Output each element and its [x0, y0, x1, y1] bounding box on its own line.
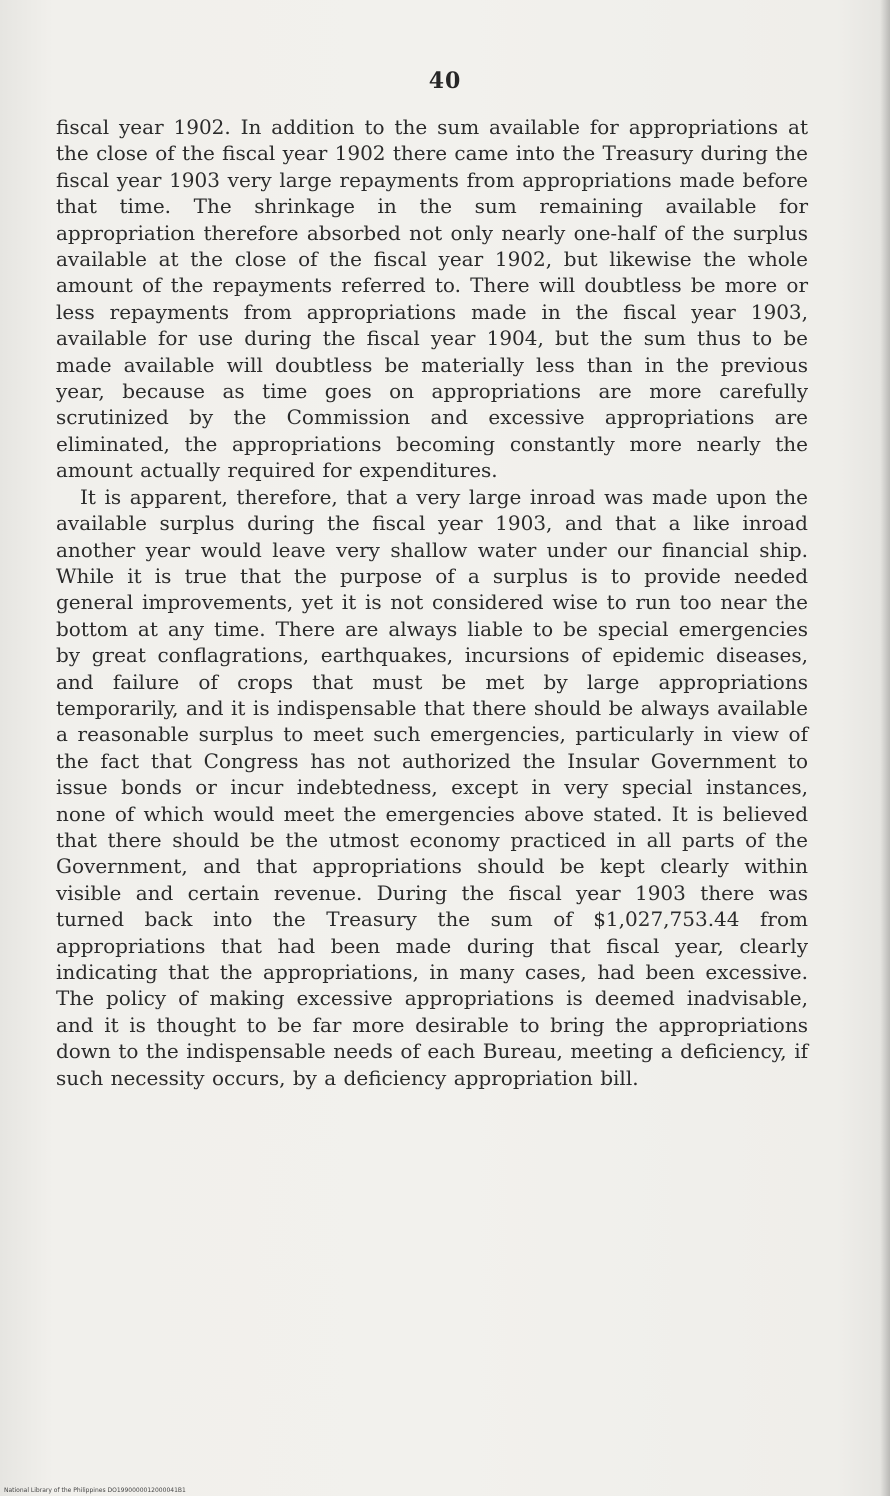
scan-footer-label: National Library of the Philippines DO1990000012000041B1 [4, 1487, 186, 1494]
paragraph-1: fiscal year 1902. In addition to the sum available for appropriations at the close of the fiscal year 1902 there came into the Treasury during the fiscal year 1903 very large repayments from appropriations made before that time. The shrinkage in the sum remaining available for appropriation therefore absorbed not only nearly one-half of the surplus available at the close of the fiscal year 1902, but likewise the whole amount of the repayments referred to. There will doubtless be more or less repayments from appropriations made in the fiscal year 1903, available for use during the fiscal year 1904, but the sum thus to be made available will doubtless be materially less than in the previous year, because as time goes on appropriations are more carefully scrutinized by the Commission and excessive appropriations are eliminated, the appropriations becoming constantly more nearly the amount actually required for expenditures. [56, 115, 808, 483]
page-edge-shadow [880, 0, 890, 1496]
paragraph-2: It is apparent, therefore, that a very large inroad was made upon the available surplus during the fiscal year 1903, and that a like inroad another year would leave very shallow water under our financial ship. While it is true that the purpose of a surplus is to provide needed general improvements, yet it is not considered wise to run too near the bottom at any time. There are always liable to be special emergencies by great conflagrations, earthquakes, incursions of epidemic diseases, and failure of crops that must be met by large appropriations temporarily, and it is indispensable that there should be always available a reasonable surplus to meet such emergencies, particularly in view of the fact that Congress has not authorized the Insular Government to issue bonds or incur indebtedness, except in very special instances, none of which would meet the emergencies above stated. It is believed that there should be the utmost economy practiced in all parts of the Government, and that appropriations should be kept clearly within visible and certain revenue. During the fiscal year 1903 there was turned back into the Treasury the sum of $1,027,753.44 from appropriations that had been made during that fiscal year, clearly indicating that the appropriations, in many cases, had been excessive. The policy of making excessive appropriations is deemed inadvisable, and it is thought to be far more desirable to bring the appropriations down to the indispensable needs of each Bureau, meeting a deficiency, if such necessity occurs, by a deficiency appropriation bill. [56, 484, 808, 1090]
page-number: 40 [428, 68, 462, 94]
body-text [56, 114, 808, 1091]
